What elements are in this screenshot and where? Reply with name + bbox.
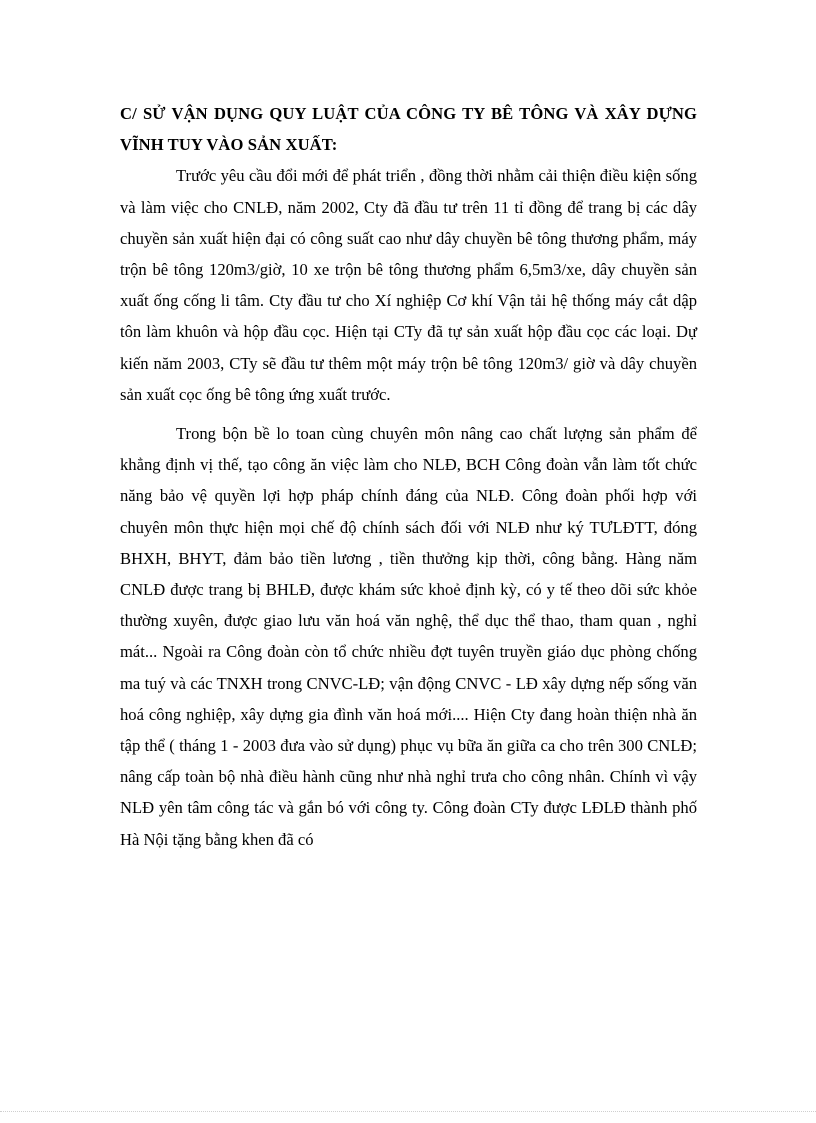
page-bottom-divider	[0, 1111, 816, 1112]
section-heading: C/ SỬ VẬN DỤNG QUY LUẬT CỦA CÔNG TY BÊ TÔNG VÀ XÂY DỰNG VĨNH TUY VÀO SẢN XUẤT:	[120, 104, 697, 155]
document-body	[120, 98, 697, 855]
paragraph-trade-union: Trong bộn bề lo toan cùng chuyên môn nâng cao chất lượng sản phẩm để khẳng định vị thế, tạo công ăn việc làm cho NLĐ, BCH Công đoàn vẫn làm tốt chức năng bảo vệ quyền lợi hợp pháp chính đáng của NLĐ. Công đoàn phối hợp với chuyên môn thực hiện mọi chế độ chính sách đối với NLĐ như ký TƯLĐTT, đóng BHXH, BHYT, đảm bảo tiền lương , tiền thưởng kịp thời, công bằng. Hàng năm CNLĐ được trang bị BHLĐ, được khám sức khoẻ định kỳ, có y tế theo dõi sức khỏe thường xuyên, được giao lưu văn hoá văn nghệ, thể dục thể thao, tham quan , nghỉ mát... Ngoài ra Công đoàn còn tổ chức nhiều đợt tuyên truyền giáo dục phòng chống ma tuý và các TNXH trong CNVC-LĐ; vận động CNVC - LĐ xây dựng nếp sống văn hoá công nghiệp, xây dựng gia đình văn hoá mới.... Hiện Cty đang hoàn thiện nhà ăn tập thể ( tháng 1 - 2003 đưa vào sử dụng) phục vụ bữa ăn giữa ca cho trên 300 CNLĐ; nâng cấp toàn bộ nhà điều hành cũng như nhà nghỉ trưa cho công nhân. Chính vì vậy NLĐ yên tâm công tác và gắn bó với công ty. Công đoàn CTy được LĐLĐ thành phố Hà Nội tặng bằng khen đã có	[120, 424, 697, 849]
paragraph-investment: Trước yêu cầu đổi mới để phát triển , đồng thời nhằm cải thiện điều kiện sống và làm việc cho CNLĐ, năm 2002, Cty đã đầu tư trên 11 tỉ đồng để trang bị các dây chuyền sản xuất hiện đại có công suất cao như dây chuyền bê tông thương phẩm, máy trộn bê tông 120m3/giờ, 10 xe trộn bê tông thương phẩm 6,5m3/xe, dây chuyền sản xuất ống cống li tâm. Cty đầu tư cho Xí nghiệp Cơ khí Vận tải hệ thống máy cắt dập tôn làm khuôn và hộp đầu cọc. Hiện tại CTy đã tự sản xuất hộp đầu cọc các loại. Dự kiến năm 2003, CTy sẽ đầu tư thêm một máy trộn bê tông 120m3/ giờ và dây chuyền sản xuất cọc ống bê tông ứng xuất trước.	[120, 166, 697, 404]
